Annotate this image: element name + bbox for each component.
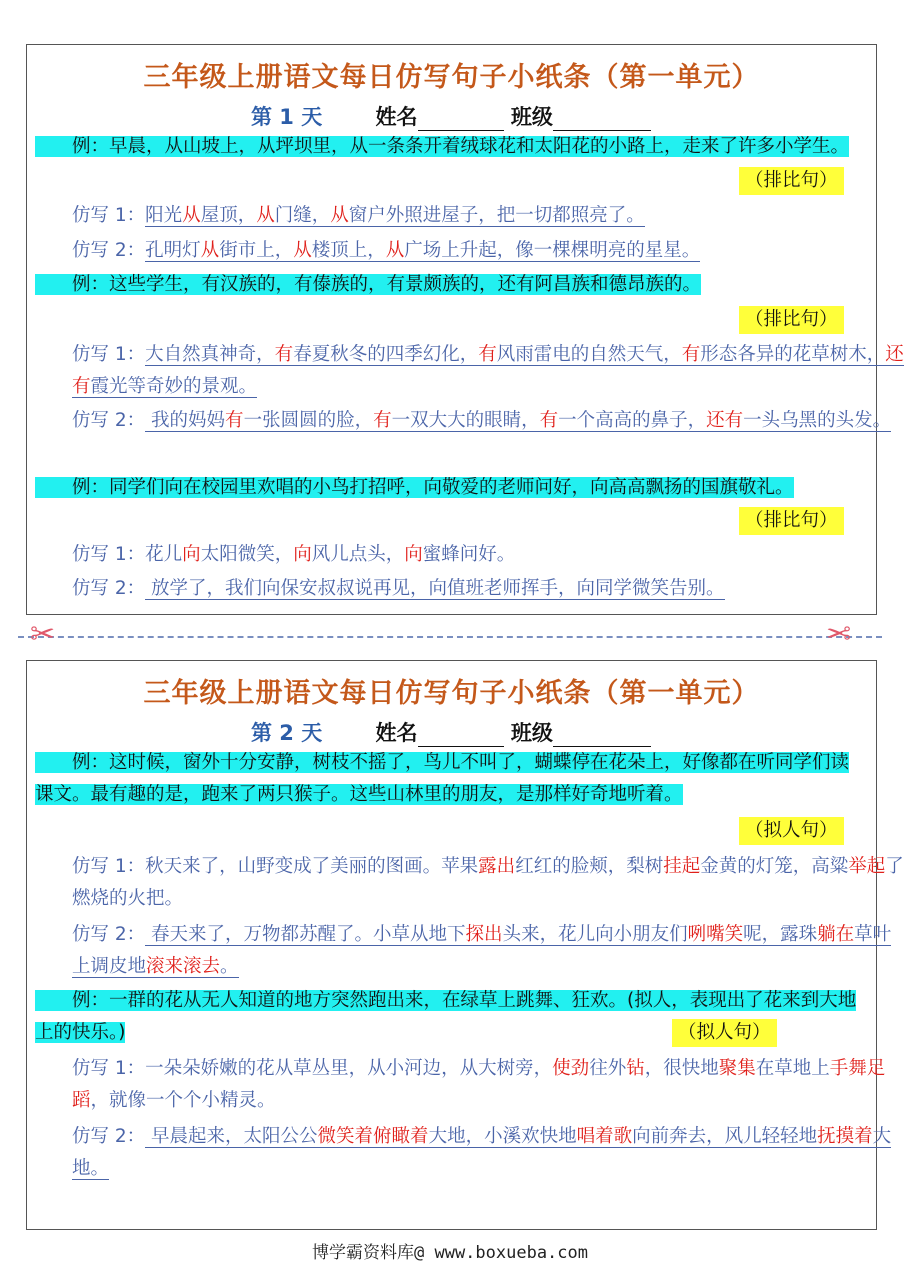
imitation-line: 仿写 2： 我的妈妈有一张圆圆的脸，有一双大大的眼睛，有一个高高的鼻子，还有一头乌黑的头发。 bbox=[72, 410, 892, 431]
imitation-line: 仿写 1：秋天来了，山野变成了美丽的图画。苹果露出红红的脸颊，梨树挂起金黄的灯笼，高粱举起了燃烧的火把。 bbox=[72, 856, 904, 909]
name-blank[interactable] bbox=[418, 724, 504, 747]
day-label: 第 1 天 bbox=[251, 105, 323, 129]
imitation-line: 仿写 2：孔明灯从街市上，从楼顶上，从广场上升起，像一棵棵明亮的星星。 bbox=[72, 240, 701, 261]
cut-line bbox=[18, 636, 882, 638]
imitation-line: 仿写 2： 放学了，我们向保安叔叔说再见，向值班老师挥手，向同学微笑告别。 bbox=[72, 578, 725, 599]
imitation-line: 仿写 2： 早晨起来，太阳公公微笑着俯瞰着大地，小溪欢快地唱着歌向前奔去，风儿轻轻地抚摸着大地。 bbox=[72, 1126, 892, 1179]
day-label: 第 2 天 bbox=[251, 721, 323, 745]
sentence-type-tag: （排比句） bbox=[739, 167, 844, 195]
footer-source: 博学霸资料库@ www.boxueba.com bbox=[312, 1243, 588, 1263]
imitation-line: 仿写 1：阳光从屋顶，从门缝，从窗户外照进屋子，把一切都照亮了。 bbox=[72, 205, 645, 226]
name-blank[interactable] bbox=[418, 108, 504, 131]
sentence-type-tag: （拟人句） bbox=[739, 817, 844, 845]
example-sentence bbox=[35, 472, 867, 504]
sentence-type-tag: （排比句） bbox=[739, 306, 844, 334]
card-title: 三年级上册语文每日仿写句子小纸条（第一单元） bbox=[143, 678, 760, 709]
example-sentence bbox=[35, 747, 867, 811]
scissors-icon: ✂ bbox=[30, 617, 56, 652]
class-label: 班级 bbox=[510, 105, 553, 129]
class-label: 班级 bbox=[510, 721, 553, 745]
class-blank[interactable] bbox=[553, 108, 651, 131]
class-blank[interactable] bbox=[553, 724, 651, 747]
example-text: 例：同学们向在校园里欢唱的小鸟打招呼，向敬爱的老师问好，向高高飘扬的国旗敬礼。 bbox=[35, 477, 794, 498]
day-header bbox=[251, 101, 651, 131]
sentence-type-tag: （排比句） bbox=[739, 507, 844, 535]
scissors-icon: ✂ bbox=[826, 617, 852, 652]
imitation-line: 仿写 1：一朵朵娇嫩的花从草丛里，从小河边，从大树旁，使劲往外钻，很快地聚集在草地上手舞足蹈，就像一个个小精灵。 bbox=[72, 1058, 886, 1111]
name-label: 姓名 bbox=[375, 721, 418, 745]
imitation-line: 仿写 1：花儿向太阳微笑，向风儿点头，向蜜蜂问好。 bbox=[72, 544, 516, 565]
day-header bbox=[251, 717, 651, 747]
example-text: 例：早晨，从山坡上，从坪坝里，从一条条开着绒球花和太阳花的小路上，走来了许多小学生。 bbox=[35, 136, 849, 157]
example-text: 例：这时候，窗外十分安静，树枝不摇了，鸟儿不叫了，蝴蝶停在花朵上，好像都在听同学们读课文。最有趣的是，跑来了两只猴子。这些山林里的朋友，是那样好奇地听着。 bbox=[35, 752, 850, 805]
sentence-type-tag: （拟人句） bbox=[672, 1019, 777, 1047]
imitation-line: 仿写 2： 春天来了，万物都苏醒了。小草从地下探出头来，花儿向小朋友们咧嘴笑呢，露珠躺在草叶上调皮地滚来滚去。 bbox=[72, 924, 892, 977]
example-sentence bbox=[35, 269, 867, 301]
note-card-day2 bbox=[26, 660, 904, 1230]
note-card-day1 bbox=[26, 44, 904, 615]
example-text: 例：这些学生，有汉族的，有傣族的，有景颇族的，还有阿昌族和德昂族的。 bbox=[35, 274, 701, 295]
example-text: 例：一群的花从无人知道的地方突然跑出来，在绿草上跳舞、狂欢。(拟人，表现出了花来到大地上的快乐。) bbox=[35, 990, 857, 1043]
card-title: 三年级上册语文每日仿写句子小纸条（第一单元） bbox=[143, 62, 760, 93]
name-label: 姓名 bbox=[375, 105, 418, 129]
example-sentence bbox=[35, 131, 867, 163]
imitation-line: 仿写 1：大自然真神奇，有春夏秋冬的四季幻化，有风雨雷电的自然天气，有形态各异的花草树木，还有霞光等奇妙的景观。 bbox=[72, 344, 904, 397]
